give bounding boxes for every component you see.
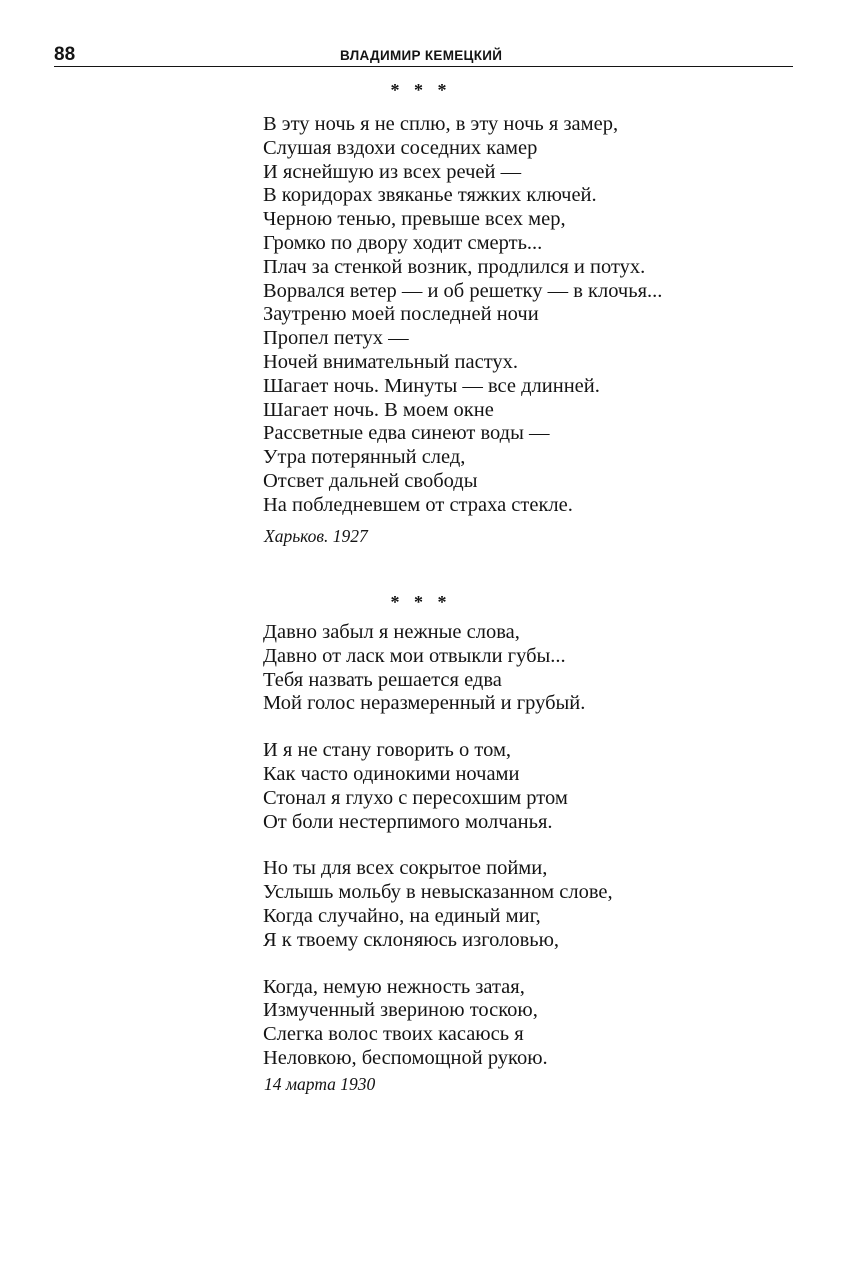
- poem-line: Услышь мольбу в невысказанном слове,: [263, 881, 613, 904]
- page-header: [54, 44, 793, 66]
- poem-line: В коридорах звяканье тяжких ключей.: [263, 184, 597, 207]
- poem-line: Черною тенью, превыше всех мер,: [263, 208, 566, 231]
- poem-line: Мой голос неразмеренный и грубый.: [263, 692, 586, 715]
- poem-line: И яснейшую из всех речей —: [263, 160, 522, 183]
- poem-line: Слегка волос твоих касаюсь я: [263, 1023, 524, 1046]
- header-rule: [54, 66, 793, 67]
- page-number: 88: [54, 44, 76, 65]
- poem-line: От боли нестерпимого молчанья.: [263, 810, 553, 833]
- poem-line: Слушая вздохи соседних камер: [263, 136, 538, 159]
- poem-line: Как часто одинокими ночами: [263, 762, 520, 785]
- poem-1: [263, 113, 823, 518]
- poem-line: Шагает ночь. В моем окне: [263, 398, 494, 421]
- poem-line: Плач за стенкой возник, продлился и потух.: [263, 255, 646, 278]
- poem-line: Измученный звериною тоскою,: [263, 999, 538, 1022]
- poem-line: Тебя назвать решается едва: [263, 668, 502, 691]
- stanza-break: [263, 834, 823, 857]
- poem-line: На побледневшем от страха стекле.: [263, 493, 573, 516]
- poem-line: Громко по двору ходит смерть...: [263, 231, 543, 254]
- poem-line: Неловкою, беспомощной рукою.: [263, 1046, 548, 1069]
- poem-line: Ночей внимательный пастух.: [263, 350, 519, 373]
- poem-2-separator: * * *: [390, 592, 452, 612]
- poem-line: Пропел петух —: [263, 327, 409, 350]
- poem-1-separator: * * *: [390, 80, 452, 100]
- poem-2: [263, 621, 823, 1071]
- poem-line: Давно забыл я нежные слова,: [263, 621, 520, 643]
- poem-line: Отсвет дальней свободы: [263, 469, 478, 492]
- poem-2-date: 14 марта 1930: [264, 1074, 376, 1094]
- poem-line: Давно от ласк мои отвыкли губы...: [263, 644, 566, 667]
- poem-line: Когда случайно, на единый миг,: [263, 904, 541, 927]
- stanza-break: [263, 716, 823, 739]
- poem-line: Стонал я глухо с пересохшим ртом: [263, 786, 568, 809]
- poem-line: Ворвался ветер — и об решетку — в клочья...: [263, 279, 663, 302]
- poem-line: Я к твоему склоняюсь изголовью,: [263, 928, 560, 951]
- poem-line: Шагает ночь. Минуты — все длинней.: [263, 374, 600, 397]
- poem-line: Но ты для всех сокрытое пойми,: [263, 857, 548, 880]
- poem-line: Когда, немую нежность затая,: [263, 975, 525, 998]
- running-title: ВЛАДИМИР КЕМЕЦКИЙ: [340, 48, 503, 63]
- poem-1-date: Харьков. 1927: [264, 526, 368, 546]
- poem-line: И я не стану говорить о том,: [263, 739, 512, 762]
- poem-line: Утра потерянный след,: [263, 446, 466, 469]
- poem-line: Заутреню моей последней ночи: [263, 303, 539, 326]
- poem-line: Рассветные едва синеют воды —: [263, 422, 550, 445]
- poem-line: В эту ночь я не сплю, в эту ночь я замер,: [263, 113, 619, 135]
- stanza-break: [263, 953, 823, 976]
